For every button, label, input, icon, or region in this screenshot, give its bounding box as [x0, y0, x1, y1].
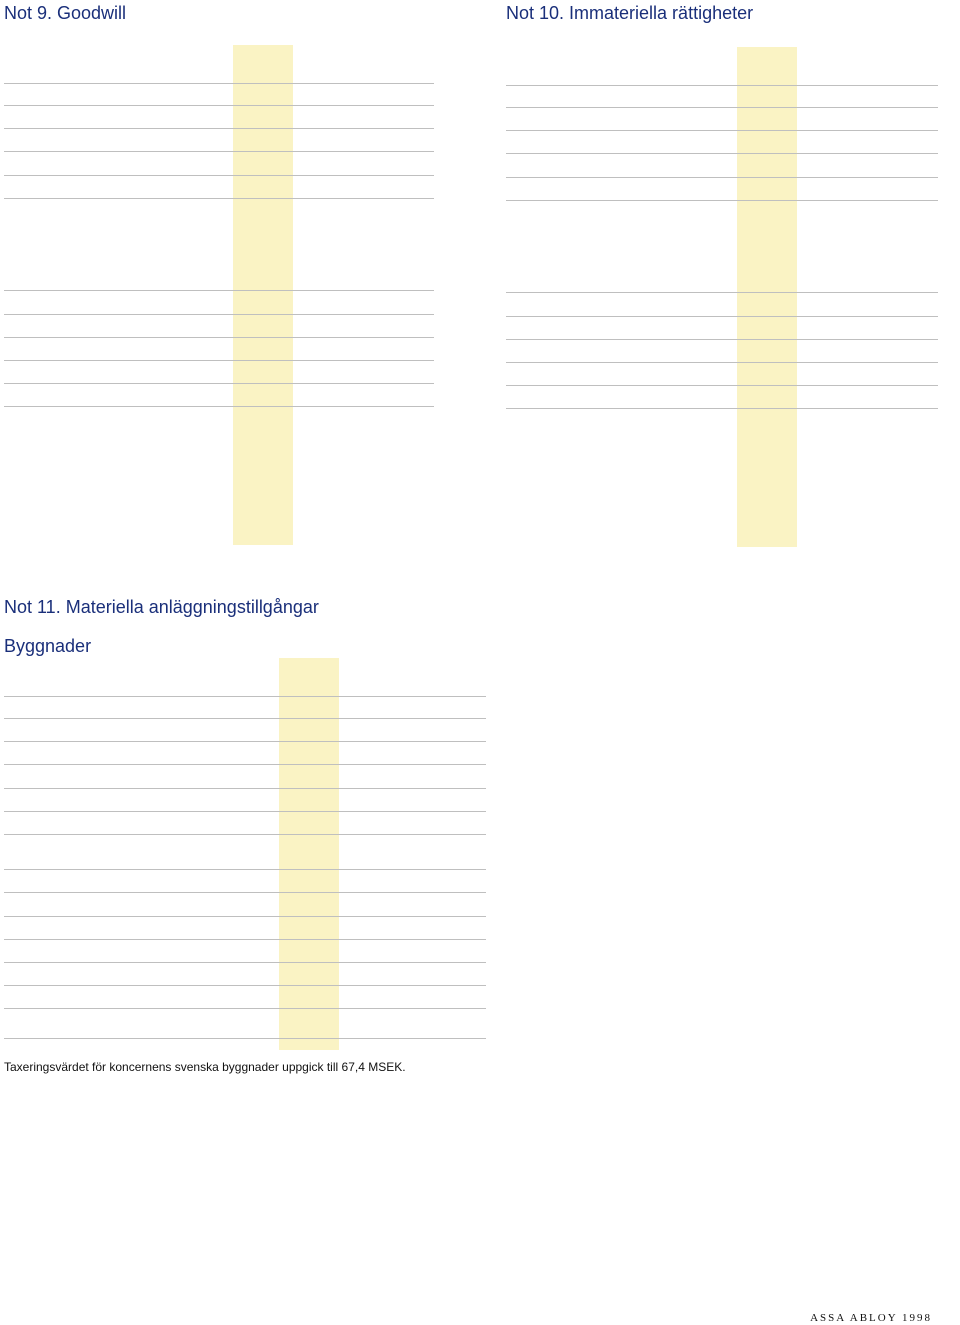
note11-header: [4, 660, 486, 697]
table-row: [4, 967, 486, 986]
table-row: [4, 851, 486, 870]
table-row: [506, 89, 938, 108]
note10-header: [506, 49, 938, 86]
table-row: [4, 203, 434, 221]
buildings-subtitle: Byggnader: [4, 636, 92, 656]
table-row: [4, 1020, 486, 1039]
table-row: [506, 367, 938, 386]
table-row: [506, 344, 938, 363]
table-row: [506, 298, 938, 317]
table-row: [4, 723, 486, 742]
tax-value-footnote: Taxeringsvärdet för koncernens svenska byggnader uppgick till 67,4 MSEK.: [4, 1060, 406, 1074]
table-row: [506, 135, 938, 154]
table-row: [4, 342, 434, 361]
table-row: [506, 274, 938, 293]
note9-header: [4, 47, 434, 84]
brand-footer: ASSA ABLOY 1998: [810, 1312, 932, 1324]
table-row: [4, 921, 486, 940]
table-row: [4, 700, 486, 719]
table-row: [506, 228, 938, 246]
table-row: [4, 296, 434, 315]
table-row: [4, 874, 486, 893]
table-row: [506, 159, 938, 178]
note10-title: Not 10. Immateriella rättigheter: [506, 3, 754, 23]
table-row: [4, 365, 434, 384]
table-row: [506, 112, 938, 131]
table-row: [506, 414, 938, 432]
note9-title: Not 9. Goodwill: [4, 3, 127, 23]
table-row: [4, 990, 486, 1009]
table-row: [4, 793, 486, 812]
table-row: [4, 157, 434, 176]
table-row: [4, 272, 434, 291]
table-row: [4, 319, 434, 338]
table-row: [4, 87, 434, 106]
table-row: [4, 816, 486, 835]
table-row: [4, 944, 486, 963]
table-row: [4, 770, 486, 789]
table-row: [4, 180, 434, 199]
table-row: [4, 435, 434, 453]
table-row: [4, 746, 486, 765]
table-row: [506, 182, 938, 201]
table-row: [4, 388, 434, 407]
table-row: [4, 412, 434, 430]
note11-title: Not 11. Materiella anläggningstillgångar: [4, 597, 319, 617]
table-row: [4, 481, 434, 499]
table-row: [506, 437, 938, 455]
table-row: [4, 133, 434, 152]
table-row: [4, 110, 434, 129]
table-row: [4, 898, 486, 917]
table-row: [506, 390, 938, 409]
table-row: [506, 483, 938, 501]
table-row: [4, 226, 434, 244]
table-row: [506, 205, 938, 223]
table-row: [506, 321, 938, 340]
table-row: [506, 506, 938, 524]
table-row: [4, 504, 434, 522]
